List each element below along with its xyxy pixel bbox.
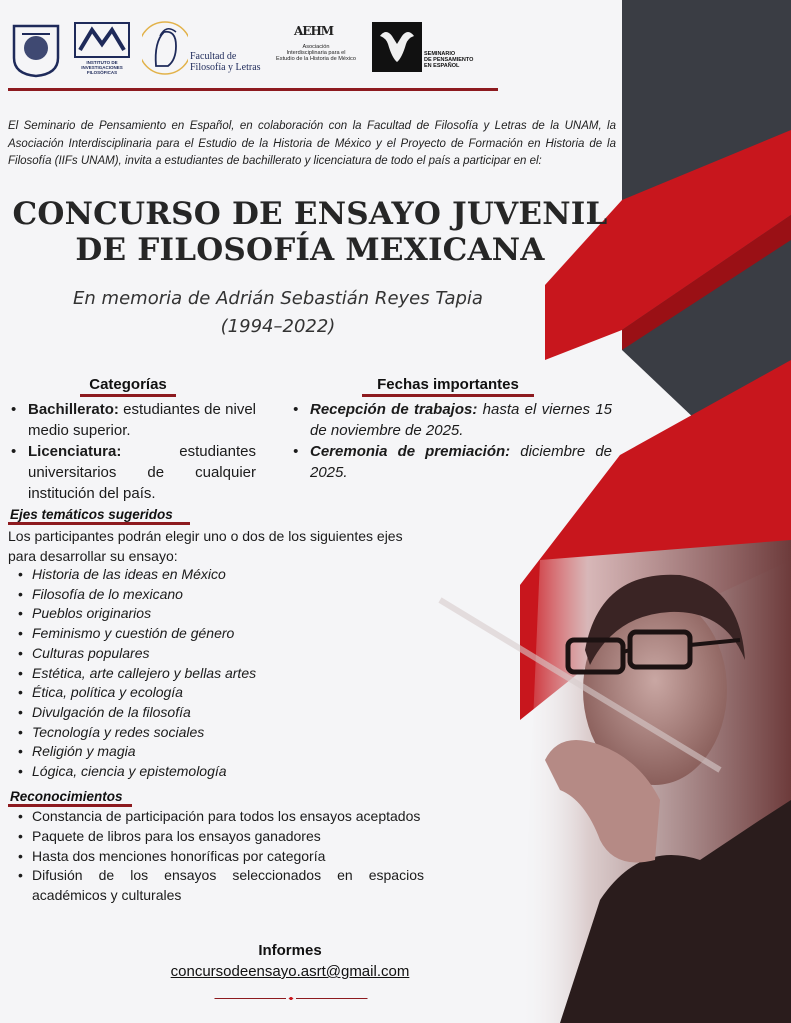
aehm-mark: AEHM bbox=[294, 24, 334, 38]
unam-seal-logo bbox=[10, 22, 62, 78]
categorias-underline bbox=[80, 394, 176, 397]
intro-paragraph: El Seminario de Pensamiento en Español, en colaboración con la Facultad de Filosofía y Letras de la UNAM, la Asociación Interdisciplinaria para el Estudio de la Historia de México y el Proyecto de Formación en Historia de la Filosofía (IIFs UNAM), invita a estudiantes de bachillerato y licenciatura de todo el país a participar en el: bbox=[8, 120, 616, 167]
ffyl-label-line2: Filosofía y Letras bbox=[190, 62, 261, 73]
reconocimiento-item: • Hasta dos menciones honoríficas por categoría bbox=[16, 847, 424, 867]
eje-item: • Divulgación de la filosofía bbox=[16, 703, 436, 723]
fecha-item bbox=[290, 399, 612, 441]
fechas-heading bbox=[362, 376, 534, 393]
memorial-years: (1994–2022) bbox=[220, 316, 336, 337]
fechas-underline bbox=[362, 394, 534, 397]
categoria-term: Licenciatura: bbox=[28, 443, 122, 460]
eje-item: • Culturas populares bbox=[16, 644, 436, 664]
fecha-desc: hasta el viernes 15 de noviembre de 2025. bbox=[310, 401, 613, 439]
categoria-item bbox=[8, 441, 256, 504]
contest-title bbox=[0, 196, 620, 268]
categoria-term: Bachillerato: bbox=[28, 401, 119, 418]
fecha-desc: diciembre de 2025. bbox=[310, 443, 612, 481]
fecha-term: Recepción de trabajos: bbox=[310, 401, 478, 418]
logo-divider bbox=[8, 88, 498, 91]
categorias-heading bbox=[80, 376, 176, 393]
ejes-intro: Los participantes podrán elegir uno o dos de los siguientes ejes para desarrollar su ensayo: bbox=[8, 528, 403, 564]
iifs-logo bbox=[74, 22, 130, 58]
eje-item: • Pueblos originarios bbox=[16, 604, 436, 624]
ffyl-logo bbox=[142, 18, 188, 78]
iifs-label: INSTITUTO DE INVESTIGACIONES FILOSÓFICAS bbox=[81, 60, 123, 75]
fechas-heading-text: Fechas importantes bbox=[377, 376, 519, 393]
aehm-label-line3: Estudio de la Historia de México bbox=[276, 56, 356, 63]
eje-item: • Historia de las ideas en México bbox=[16, 565, 436, 585]
seminario-label-line1: SEMINARIO bbox=[424, 51, 456, 57]
eje-item: • Tecnología y redes sociales bbox=[16, 723, 436, 743]
seminario-label-line3: EN ESPAÑOL bbox=[424, 62, 460, 69]
reconocimiento-item: • Paquete de libros para los ensayos ganadores bbox=[16, 827, 424, 847]
reconocimiento-item: • Constancia de participación para todos los ensayos aceptados bbox=[16, 807, 424, 827]
categorias-list bbox=[8, 399, 256, 504]
ejes-heading bbox=[10, 507, 173, 522]
ejes-list bbox=[16, 565, 436, 782]
seminario-bull-logo bbox=[372, 22, 422, 72]
memorial-dedication bbox=[0, 285, 556, 341]
categorias-heading-text: Categorías bbox=[89, 376, 167, 393]
title-line-2: DE FILOSOFÍA MEXICANA bbox=[75, 232, 545, 268]
eje-item: • Feminismo y cuestión de género bbox=[16, 624, 436, 644]
aehm-label-line1: Asociación bbox=[302, 44, 330, 50]
contact-email-link[interactable]: concursodeensayo.asrt@gmail.com bbox=[170, 963, 410, 980]
fecha-term: Ceremonia de premiación: bbox=[310, 443, 511, 460]
informes-heading: Informes bbox=[258, 942, 322, 959]
eje-item: • Ética, política y ecología bbox=[16, 683, 436, 703]
ejes-heading-text: Ejes temáticos sugeridos bbox=[10, 507, 173, 522]
reconocimiento-item: • Difusión de los ensayos seleccionados en espacios académicos y culturales bbox=[16, 866, 424, 906]
categoria-desc: estudiantes universitarios de cualquier institución del país. bbox=[28, 443, 256, 502]
fechas-list bbox=[290, 399, 612, 483]
ornament-divider bbox=[138, 997, 444, 1000]
title-line-1: CONCURSO DE ENSAYO JUVENIL bbox=[12, 196, 608, 232]
eje-item: • Lógica, ciencia y epistemología bbox=[16, 762, 436, 782]
ejes-underline bbox=[8, 522, 190, 525]
reconocimientos-heading bbox=[10, 789, 123, 804]
ffyl-label-line1: Facultad de bbox=[190, 51, 237, 62]
reconocimientos-heading-text: Reconocimientos bbox=[10, 789, 123, 804]
reconocimientos-list bbox=[16, 807, 424, 906]
eje-item: • Estética, arte callejero y bellas artes bbox=[16, 664, 436, 684]
categoria-item bbox=[8, 399, 256, 441]
memorial-name: En memoria de Adrián Sebastián Reyes Tapia bbox=[73, 288, 483, 309]
eje-item: • Religión y magia bbox=[16, 742, 436, 762]
seminario-label-line2: DE PENSAMIENTO bbox=[424, 56, 474, 63]
categoria-desc: estudiantes de nivel medio superior. bbox=[28, 401, 256, 439]
aehm-label-line2: Interdisciplinaria para el bbox=[286, 50, 346, 57]
fecha-item bbox=[290, 441, 612, 483]
eje-item: • Filosofía de lo mexicano bbox=[16, 585, 436, 605]
logo-bar bbox=[8, 18, 498, 78]
